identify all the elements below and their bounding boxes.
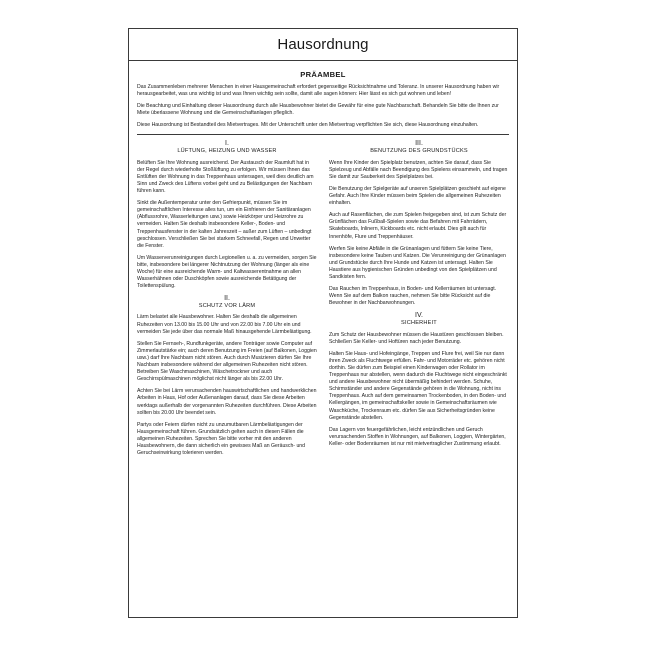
section-3-number: III. — [415, 140, 423, 148]
section-4-paragraph: Zum Schutz der Hausbewohner müssen die Haustüren geschlossen bleiben. Schließen Sie Keller- und Hoftüren nach jeder Benutzung. — [329, 331, 504, 345]
section-1-title: LÜFTUNG, HEIZUNG UND WASSER — [177, 148, 277, 155]
preamble-heading: PRÄAMBEL — [300, 70, 346, 79]
right-column — [329, 140, 509, 462]
section-2-paragraph: Lärm belastet alle Hausbewohner. Halten Sie deshalb die allgemeinen Ruhezeiten von 13.00 bis 15.00 Uhr und von 22.00 bis 7.00 Uhr ein und vermeiden Sie jede über das normale Maß hinausgehende Lärmbelästigung. — [137, 314, 312, 335]
title-bar — [129, 29, 517, 61]
section-1-number: I. — [225, 140, 229, 148]
section-4-paragraph: Das Lagern von feuergefährlichen, leicht entzündlichen und Geruch verursachenden Stoffen in Wohnungen, auf Balkonen, Loggien, Wintergärten, Keller- oder Bodenräumen ist nur mit mietvertraglicher Zustimmung erlaubt. — [329, 426, 506, 447]
section-3-paragraph: Werfen Sie keine Abfälle in die Grünanlagen und füttern Sie keine Tiere, insbesondere keine Tauben und Katzen. Die Verunreinigung der Grünanlagen und Grundstücke durch Ihre Hunde und Katzen ist untersagt. Halten Sie Haustiere aus hygienischen Gründen unbedingt von den Spielplätzen und Sandkisten fern. — [329, 245, 506, 280]
section-1-paragraph: Um Wasserverunreinigungen durch Legionellen u. a. zu vermeiden, sorgen Sie bitte, insbesondere bei längerer Nichtnutzung der Wohnung (länger als eine Woche) für eine ausreichende Warm- und Kaltwasserentnahme an allen Wasserhähnen oder Duschköpfen sowie ausreichende Betätigung der Toilettenspülung. — [137, 254, 317, 290]
document-content — [129, 61, 517, 462]
section-3-paragraph: Wenn Ihre Kinder den Spielplatz benutzen, achten Sie darauf, dass Sie Spielzeug und Abfälle nach Beendigung des Spielens einsammeln, und tragen Sie damit zur Sauberkeit des Spielplatzes bei. — [329, 159, 508, 180]
two-column-body — [137, 140, 509, 462]
section-2-number: II. — [224, 295, 230, 303]
section-2-title: SCHUTZ VOR LÄRM — [198, 303, 256, 310]
section-1-paragraph: Sinkt die Außentemperatur unter den Gefrierpunkt, müssen Sie im gemeinschaftlichen Interesse alles tun, um ein Einfrieren der Sanitäranlagen (Abflussrohre, Wasserleitungen usw.) sowie Heizkörper und Heizrohre zu vermeiden. Halten Sie deshalb insbesondere Keller-, Boden- und Treppenhausfenster in der kalten Jahreszeit – außer zum Lüften – unbedingt geschlossen. Verschließen Sie bei starkem Schneefall, Regen und Unwetter die Fenster. — [137, 200, 312, 249]
document-title: Hausordnung — [277, 36, 369, 53]
section-4-number: IV. — [415, 312, 423, 320]
section-2-paragraph: Partys oder Feiern dürfen nicht zu unzumutbaren Lärmbelästigungen der Hausgemeinschaft führen. Grundsätzlich gelten auch in diesen Fällen die allgemeinen Ruhezeiten. Sprechen Sie bitte vorher mit den anderen Hausbewohnern, die dann sicherlich ein gewisses Maß an Geräusch- und Geruchseinwirkung tolerieren werden. — [137, 421, 306, 457]
section-3-paragraph: Die Benutzung der Spielgeräte auf unseren Spielplätzen geschieht auf eigene Gefahr. Auch Ihre Kinder müssen beim Spielen die allgemeinen Ruhezeiten einhalten. — [329, 185, 506, 207]
section-3-title: BENUTZUNG DES GRUNDSTÜCKS — [370, 148, 468, 155]
preamble-paragraph: Das Zusammenleben mehrerer Menschen in einer Hausgemeinschaft erfordert gegenseitige Rücksichtnahme und Toleranz. In unserer Hausordnung haben wir herausgearbeitet, was uns wichtig ist und was Ihnen wichtig sein sollte, damit alle sagen können: Hier lässt es sich gut wohnen und leben! — [137, 84, 500, 98]
section-4-paragraph: Halten Sie Haus- und Hofeingänge, Treppen und Flure frei, weil Sie nur dann ihren Zweck als Fluchtwege erfüllen. Fahr- und Motorräder etc. gehören nicht dorthin. Sie dürfen zum Beispiel einen Kinderwagen oder Rollator im Treppenhaus nur abstellen, wenn dadurch die Fluchtwege nicht eingeschränkt und andere Hausbewohner nicht übermäßig behindert werden. Schuhe, Schirmständer und andere Gegenstände gehören in die Wohnung, nicht ins Treppenhaus. Auch auf dem gemeinsamen Trockenboden, in den Boden- und Kellergängen, im gemeinschaftskeller sowie in Gemeinschaftsräumen wie Waschküche, Trockenraum etc. dürfen Sie aus Sicherheitsgründen keine Gegenstände abstellen. — [329, 350, 507, 421]
preamble-paragraph: Diese Hausordnung ist Bestandteil des Mietvertrages. Mit der Unterschrift unter den Mietvertrag verpflichten Sie sich, diese Hausordnung einzuhalten. — [137, 122, 479, 129]
section-3-paragraph: Auch auf Rasenflächen, die zum Spielen freigegeben sind, ist zum Schutz der Grünflächen das Fußball-Spielen sowie das Befahren mit Fahrrädern, Skateboards, Inlinern, Kickboards etc. nicht erlaubt. Dies gilt auch für Innenhöfe, Flure und Treppenhäuser. — [329, 212, 507, 240]
section-4-title: SICHERHEIT — [401, 320, 437, 327]
preamble-paragraph: Die Beachtung und Einhaltung dieser Hausordnung durch alle Hausbewohner bietet die Gewähr für eine gute Nachbarschaft. Behandeln Sie bitte die Ihnen zur Miete überlassene Wohnung und die Gemeinschaftanlagen pfleglich. — [137, 103, 499, 117]
section-divider — [137, 134, 509, 135]
section-2-paragraph: Stellen Sie Fernseh-, Rundfunkgeräte, andere Tonträger sowie Computer auf Zimmerlautstärke ein; auch deren Benutzung im Freien (auf Balkonen, Loggien usw.) darf Ihre Nachbarn nicht stören. Auch durch Musizieren dürfen Sie Ihre Nachbarn insbesondere während der allgemeinen Ruhezeiten nicht stören. Betreiben Sie Waschmaschinen, Wäschetrockner und auch Geschirrspülmaschinen möglichst nicht länger als bis 22.00 Uhr. — [137, 340, 317, 383]
section-3-paragraph: Das Rauchen im Treppenhaus, in Boden- und Kellerräumen ist untersagt. Wenn Sie auf dem Balkon rauchen, nehmen Sie bitte Rücksicht auf die Bewohner in der Nachbarwohnungen. — [329, 286, 497, 307]
left-column — [137, 140, 317, 462]
section-2-paragraph: Achten Sie bei Lärm verursachenden hauswirtschaftlichen und handwerklichen Arbeiten in Haus, Hof oder Außenanlagen darauf, dass Sie diese Arbeiten werktags außerhalb der vorgenannten Ruhezeiten durchführen. Diese Arbeiten sollten bis 20.00 Uhr beendet sein. — [137, 388, 317, 416]
document-page — [128, 28, 518, 618]
section-1-paragraph: Belüften Sie Ihre Wohnung ausreichend. Der Austausch der Raumluft hat in der Regel durch wiederholte Stoßlüftung zu erfolgen. Wir müssen Ihnen das Entlüften der Wohnung in das Treppenhaus untersagen, weil dies deutlich am Sinn und Zweck des Lüftens vorbei geht und zu Belästigungen der Nachbarn führen kann. — [137, 159, 314, 195]
